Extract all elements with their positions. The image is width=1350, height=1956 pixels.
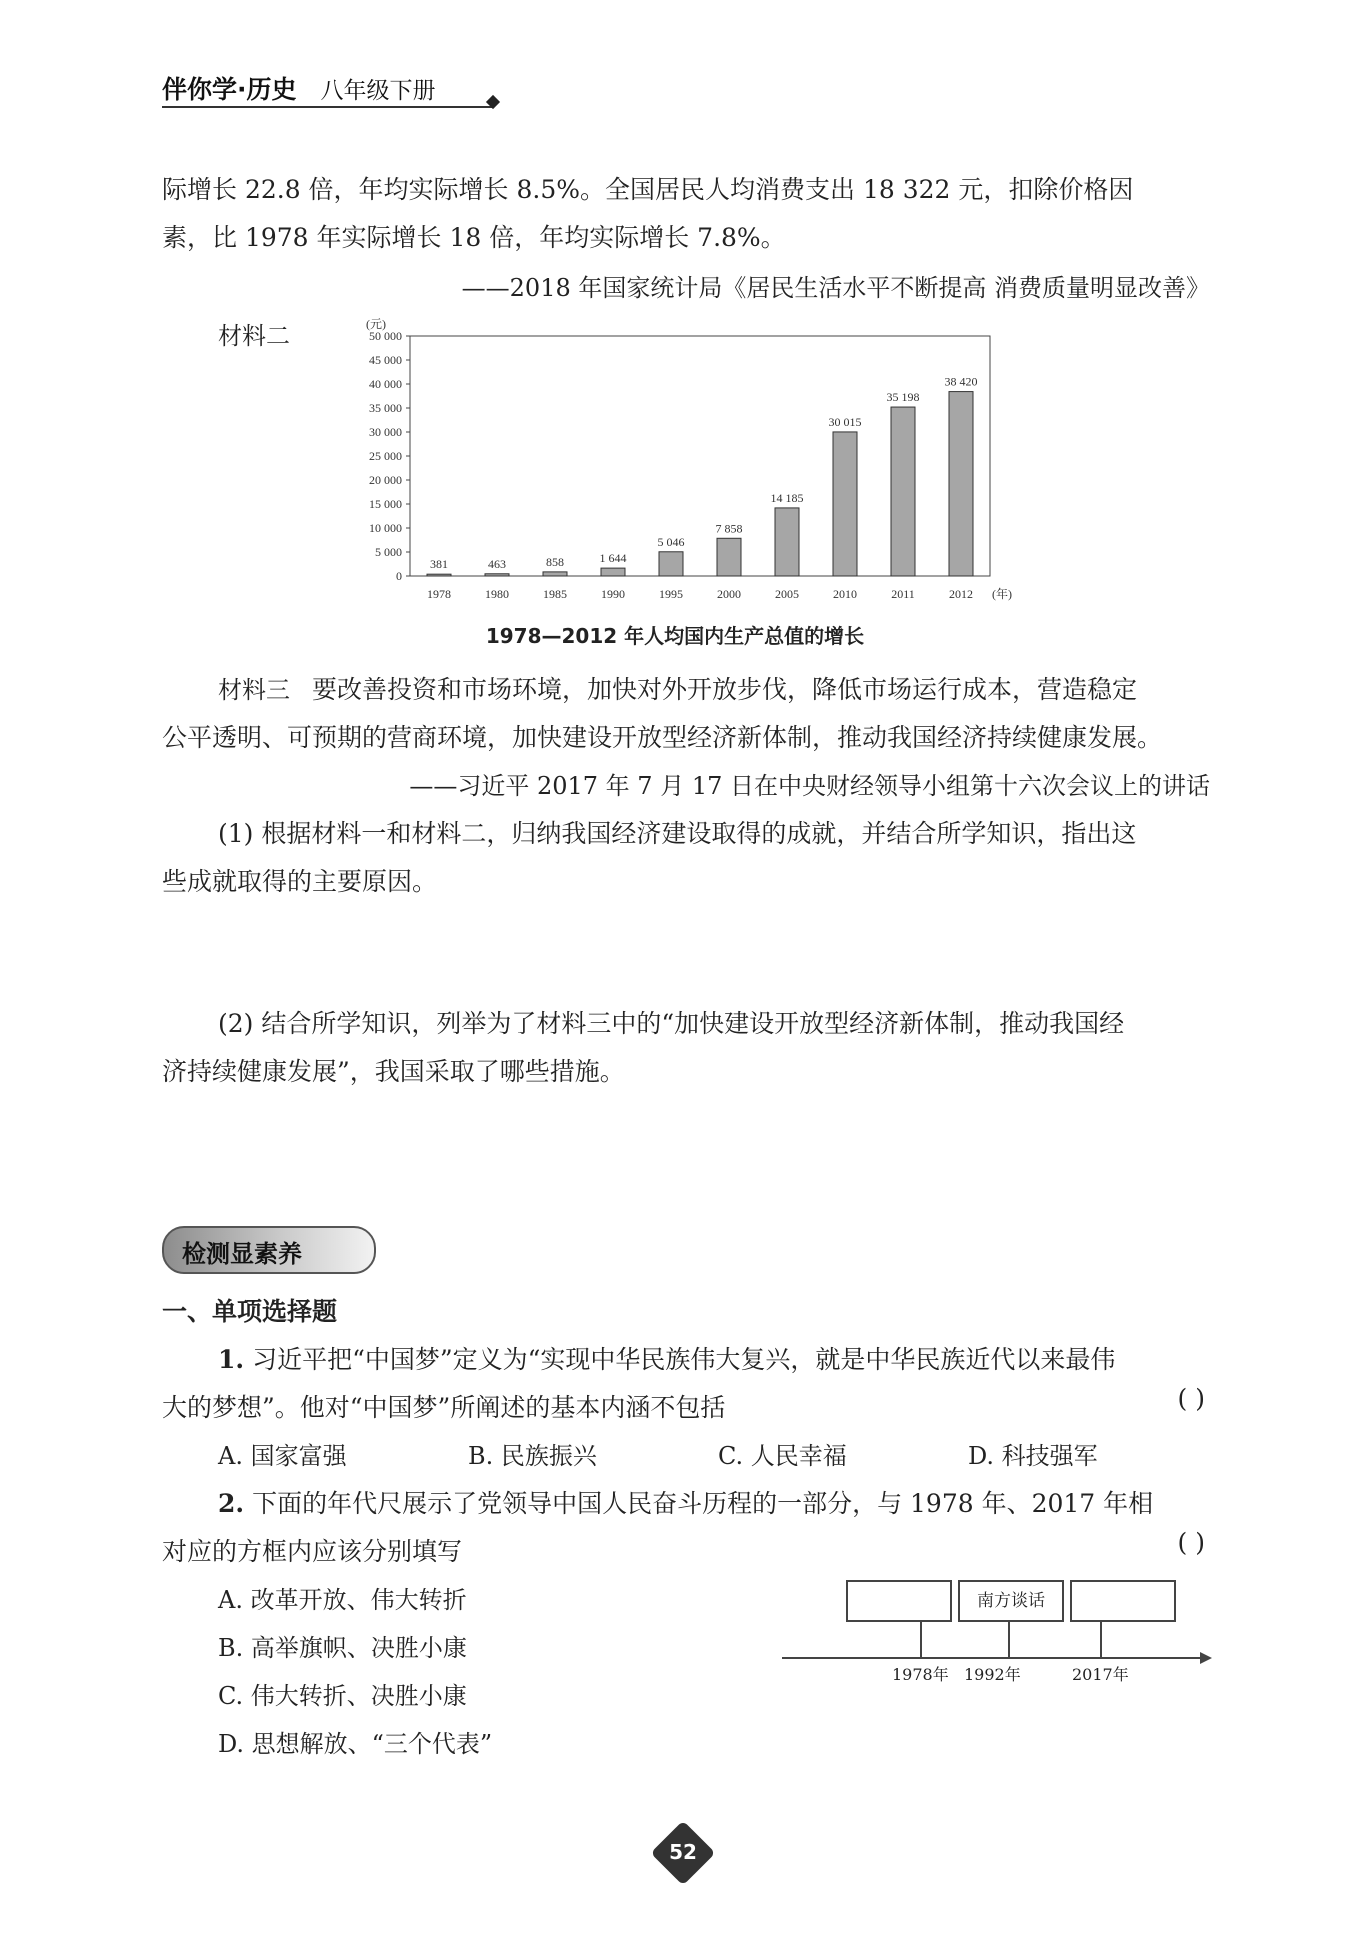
y-tick-label: 30 000 bbox=[369, 425, 402, 439]
material3-label: 材料三 bbox=[218, 676, 290, 704]
y-axis-unit-label: (元) bbox=[366, 317, 386, 331]
x-tick-label: 1980 bbox=[485, 587, 509, 601]
x-tick-label: 1995 bbox=[659, 587, 683, 601]
bar-1995 bbox=[659, 552, 683, 576]
x-tick-label: 2011 bbox=[891, 587, 915, 601]
bar-value-label: 35 198 bbox=[886, 390, 920, 405]
y-tick-label: 35 000 bbox=[369, 401, 402, 415]
header-rule bbox=[162, 106, 492, 108]
mc1-answer-paren[interactable]: ( ) bbox=[1177, 1384, 1205, 1413]
bar-2010 bbox=[833, 432, 857, 576]
bar-2011 bbox=[891, 407, 915, 576]
section-badge-text: 检测显素养 bbox=[182, 1240, 302, 1268]
x-axis-unit-label: (年) bbox=[992, 587, 1012, 601]
bar-1990 bbox=[601, 568, 625, 576]
x-tick-label: 2005 bbox=[775, 587, 799, 601]
question1-line2: 些成就取得的主要原因。 bbox=[162, 867, 438, 896]
y-tick-label: 5 000 bbox=[375, 545, 402, 559]
bar-2005 bbox=[775, 508, 799, 576]
bar-value-label: 30 015 bbox=[828, 414, 862, 429]
timeline-tick-1978 bbox=[920, 1620, 922, 1658]
x-tick-label: 1990 bbox=[601, 587, 625, 601]
material1-line1: 际增长 22.8 倍，年均实际增长 8.5%。全国居民人均消费支出 18 322 元，扣除价格因 bbox=[162, 175, 1134, 204]
mc2-option-c[interactable]: C. 伟大转折、决胜小康 bbox=[218, 1682, 467, 1710]
mc1-option-c[interactable]: C. 人民幸福 bbox=[718, 1442, 847, 1470]
bar-1978 bbox=[427, 574, 451, 576]
bar-value-label: 7 858 bbox=[715, 521, 743, 536]
book-subtitle: 八年级下册 bbox=[320, 78, 436, 104]
x-tick-label: 1978 bbox=[427, 587, 451, 601]
bar-value-label: 381 bbox=[430, 557, 448, 572]
y-tick-label: 40 000 bbox=[369, 377, 402, 391]
question2-line1: (2) 结合所学知识，列举为了材料三中的“加快建设开放型经济新体制，推动我国经 bbox=[218, 1009, 1125, 1038]
bar-value-label: 14 185 bbox=[770, 490, 804, 505]
timeline-tick-1992 bbox=[1008, 1620, 1010, 1658]
timeline-box-1992: 南方谈话 bbox=[958, 1580, 1064, 1622]
question2-line2: 济持续健康发展”，我国采取了哪些措施。 bbox=[162, 1057, 625, 1086]
mc2-option-d[interactable]: D. 思想解放、“三个代表” bbox=[218, 1730, 493, 1758]
chart-title: 1978—2012 年人均国内生产总值的增长 bbox=[485, 624, 865, 648]
y-tick-label: 20 000 bbox=[369, 473, 402, 487]
x-tick-label: 1985 bbox=[543, 587, 567, 601]
timeline-box-2017 bbox=[1070, 1580, 1176, 1622]
mc2-text1: 下面的年代尺展示了党领导中国人民奋斗历程的一部分，与 1978 年、2017 年相 bbox=[252, 1489, 1154, 1518]
book-title: 伴你学·历史 bbox=[162, 75, 297, 104]
y-tick-label: 0 bbox=[396, 569, 402, 583]
x-tick-label: 2012 bbox=[949, 587, 973, 601]
mc2-option-b[interactable]: B. 高举旗帜、决胜小康 bbox=[218, 1634, 467, 1662]
x-tick-label: 2010 bbox=[833, 587, 857, 601]
x-tick-label: 2000 bbox=[717, 587, 741, 601]
material3-text1: 要改善投资和市场环境，加快对外开放步伐，降低市场运行成本，营造稳定 bbox=[312, 675, 1138, 704]
mc1-number: 1. bbox=[218, 1345, 245, 1374]
bar-value-label: 1 644 bbox=[599, 551, 627, 566]
bar-value-label: 463 bbox=[488, 556, 506, 571]
bar-value-label: 858 bbox=[546, 554, 564, 569]
mc1-option-a[interactable]: A. 国家富强 bbox=[218, 1442, 347, 1470]
section-title: 一、单项选择题 bbox=[162, 1297, 338, 1326]
material1-line2: 素，比 1978 年实际增长 18 倍，年均实际增长 7.8%。 bbox=[162, 223, 786, 252]
bar-1980 bbox=[485, 574, 509, 576]
mc1-line2: 大的梦想”。他对“中国梦”所阐述的基本内涵不包括 bbox=[162, 1393, 726, 1422]
bar-value-label: 38 420 bbox=[944, 374, 978, 389]
y-tick-label: 10 000 bbox=[369, 521, 402, 535]
mc2-option-a[interactable]: A. 改革开放、伟大转折 bbox=[218, 1586, 467, 1614]
material1-source: ——2018 年国家统计局《居民生活水平不断提高 消费质量明显改善》 bbox=[461, 274, 1210, 302]
bar-2012 bbox=[949, 392, 973, 576]
y-tick-label: 45 000 bbox=[369, 353, 402, 367]
timeline-year-1992: 1992年 bbox=[964, 1665, 1021, 1684]
material2-label: 材料二 bbox=[218, 322, 290, 350]
y-tick-label: 15 000 bbox=[369, 497, 402, 511]
mc2-line1 bbox=[162, 1480, 1212, 1528]
bar-2000 bbox=[717, 538, 741, 576]
bar-1985 bbox=[543, 572, 567, 576]
mc1-text1: 习近平把“中国梦”定义为“实现中华民族伟大复兴，就是中华民族近代以来最伟 bbox=[252, 1345, 1116, 1374]
y-tick-label: 50 000 bbox=[369, 329, 402, 343]
mc2-line2: 对应的方框内应该分别填写 bbox=[162, 1537, 463, 1566]
material3-line2: 公平透明、可预期的营商环境，加快建设开放型经济新体制，推动我国经济持续健康发展。 bbox=[162, 723, 1163, 752]
page-number: 52 bbox=[669, 1840, 697, 1864]
section-badge bbox=[162, 1226, 376, 1274]
mc1-option-b[interactable]: B. 民族振兴 bbox=[468, 1442, 597, 1470]
timeline-tick-2017 bbox=[1100, 1620, 1102, 1658]
mc2-answer-paren[interactable]: ( ) bbox=[1177, 1528, 1205, 1557]
question1-line1: (1) 根据材料一和材料二，归纳我国经济建设取得的成就，并结合所学知识，指出这 bbox=[218, 819, 1137, 848]
timeline-year-1978: 1978年 bbox=[892, 1665, 949, 1684]
page-header bbox=[162, 70, 436, 106]
timeline-year-2017: 2017年 bbox=[1072, 1665, 1129, 1684]
material3-line1 bbox=[162, 666, 1212, 714]
timeline-axis bbox=[782, 1657, 1202, 1659]
bar-value-label: 5 046 bbox=[657, 534, 685, 549]
material3-source: ——习近平 2017 年 7 月 17 日在中央财经领导小组第十六次会议上的讲话 bbox=[409, 772, 1210, 800]
mc2-number: 2. bbox=[218, 1489, 245, 1518]
mc1-line1 bbox=[162, 1336, 1212, 1384]
timeline-arrow-icon bbox=[1200, 1652, 1212, 1664]
mc1-option-d[interactable]: D. 科技强军 bbox=[968, 1442, 1098, 1470]
y-tick-label: 25 000 bbox=[369, 449, 402, 463]
timeline-box-1978 bbox=[846, 1580, 952, 1622]
gdp-bar-chart bbox=[330, 312, 1030, 612]
